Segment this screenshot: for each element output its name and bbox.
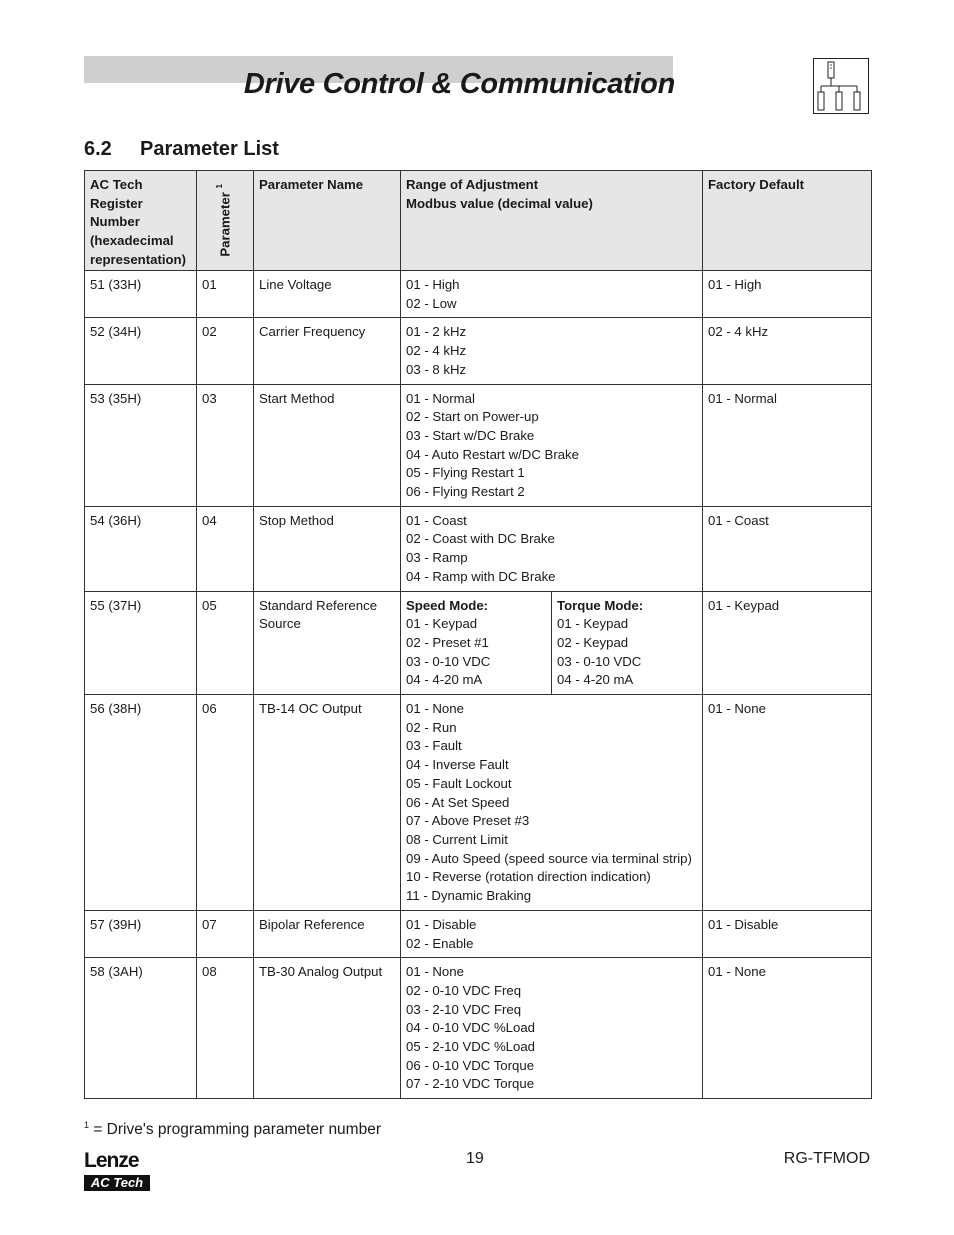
table-row: 57 (39H) 07 Bipolar Reference 01 - Disable 02 - Enable 01 - Disable [85, 910, 872, 957]
header-range: Range of Adjustment Modbus value (decimal value) [401, 171, 703, 271]
header-factory-default: Factory Default [703, 171, 872, 271]
table-row: 54 (36H) 04 Stop Method 01 - Coast 02 - Coast with DC Brake 03 - Ramp 04 - Ramp with DC Brake 01 - Coast [85, 506, 872, 591]
torque-mode-cell: Torque Mode: 01 - Keypad 02 - Keypad 03 - 0-10 VDC 04 - 4-20 mA [552, 591, 703, 695]
section-title: Parameter List [140, 138, 279, 160]
document-code: RG-TFMOD [783, 1150, 870, 1167]
table-row: 52 (34H) 02 Carrier Frequency 01 - 2 kHz 02 - 4 kHz 03 - 8 kHz 02 - 4 kHz [85, 318, 872, 384]
footnote [84, 1120, 381, 1139]
section-heading [84, 138, 279, 161]
logo-subtitle: AC Tech [84, 1175, 150, 1191]
lenze-ac-tech-logo [84, 1150, 152, 1195]
logo-wordmark: Lenze [84, 1149, 139, 1172]
table-row: 53 (35H) 03 Start Method 01 - Normal 02 - Start on Power-up 03 - Start w/DC Brake 04 - Auto Restart w/DC Brake 05 - Flying Restart 1 06 - Flying Restart 2 01 - Normal [85, 384, 872, 506]
section-number: 6.2 [84, 138, 112, 160]
table-row: 51 (33H) 01 Line Voltage 01 - High 02 - Low 01 - High [85, 271, 872, 318]
parameter-table [84, 170, 872, 1099]
footnote-text: = Drive's programming parameter number [93, 1121, 381, 1138]
table-row: 56 (38H) 06 TB-14 OC Output 01 - None 02 - Run 03 - Fault 04 - Inverse Fault 05 - Fault Lockout 06 - At Set Speed 07 - Above Preset #3 08 - Current Limit 09 - Auto Speed (speed source via terminal strip) 10 - Reverse (rotation direction indication) 11 - Dynamic Braking 01 - None [85, 695, 872, 911]
network-diagram-icon [813, 58, 869, 114]
page-number: 19 [466, 1150, 484, 1167]
page-title: Drive Control & Communication [243, 68, 675, 100]
header-parameter-name: Parameter Name [254, 171, 401, 271]
table-header-row [85, 171, 872, 271]
header-parameter: Parameter $^1$ [197, 171, 254, 271]
table-row: 58 (3AH) 08 TB-30 Analog Output 01 - None 02 - 0-10 VDC Freq 03 - 2-10 VDC Freq 04 - 0-10 VDC %Load 05 - 2-10 VDC %Load 06 - 0-10 VDC Torque 07 - 2-10 VDC Torque 01 - None [85, 958, 872, 1099]
speed-mode-cell: Speed Mode: 01 - Keypad 02 - Preset #1 03 - 0-10 VDC 04 - 4-20 mA [401, 591, 552, 695]
header-register: AC Tech Register Number (hexadecimal representation) [85, 171, 197, 271]
table-row: 55 (37H) 05 Standard Reference Source Speed Mode: 01 - Keypad 02 - Preset #1 03 - 0-10 VDC 04 - 4-20 mA Torque Mode: 01 - Keypad 02 - Keypad 03 - 0-10 VDC 04 - 4-20 mA 01 - Keypad [85, 591, 872, 695]
footnote-marker: 1 [84, 1120, 90, 1130]
